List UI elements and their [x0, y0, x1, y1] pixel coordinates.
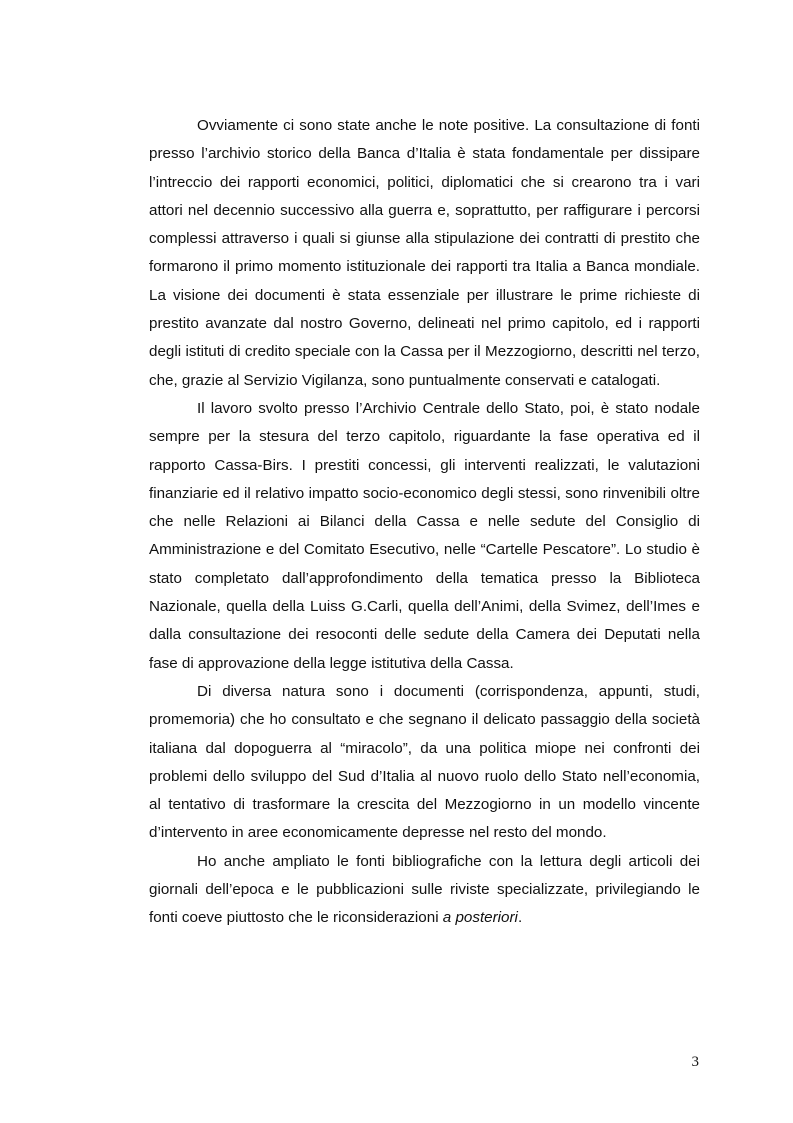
italic-emphasis: a posteriori: [442, 909, 518, 927]
paragraph-2: Il lavoro svolto presso l’Archivio Centrale dello Stato, poi, è stato nodale sempre per la stesura del terzo capitolo, riguardante la fase operativa ed il rapporto Cassa-Birs. I prestiti concessi, gli interventi realizzati, le valutazioni finanziarie ed il relativo impatto socio-economico degli stessi, sono rinvenibili oltre che nelle Relazioni ai Bilanci della Cassa e nelle sedute del Consiglio di Amministrazione e del Comitato Esecutivo, nelle “Cartelle Pescatore”. Lo studio è stato completato dall’approfondimento della tematica presso la Biblioteca Nazionale, quella della Luiss G.Carli, quella dell’Animi, della Svimez, dell’Imes e dalla consultazione dei resoconti delle sedute della Camera dei Deputati nella fase di approvazione della legge istitutiva della Cassa.: [149, 399, 700, 672]
paragraph-4: [149, 848, 700, 933]
paragraph-1: Ovviamente ci sono state anche le note positive. La consultazione di fonti presso l’archivio storico della Banca d’Italia è stata fondamentale per dissipare l’intreccio dei rapporti economici, politici, diplomatici che si crearono tra i vari attori nel decennio successivo alla guerra e, soprattutto, per raffigurare i percorsi complessi attraverso i quali si giunse alla stipulazione dei contratti di prestito che formarono il primo momento istituzionale dei rapporti tra Italia a Banca mondiale. La visione dei documenti è stata essenziale per illustrare le prime richieste di prestito avanzate dal nostro Governo, delineati nel primo capitolo, ed i rapporti degli istituti di credito speciale con la Cassa per il Mezzogiorno, descritti nel terzo, che, grazie al Servizio Vigilanza, sono puntualmente conservati e catalogati.: [149, 117, 700, 389]
body-text: [149, 112, 700, 933]
paragraph-4-end: .: [517, 909, 523, 927]
page-number: 3: [691, 1054, 699, 1070]
paragraph-3: Di diversa natura sono i documenti (corrispondenza, appunti, studi, promemoria) che ho consultato e che segnano il delicato passaggio della società italiana dal dopoguerra al “miracolo”, da una politica miope nei confronti dei problemi dello sviluppo del Sud d’Italia al nuovo ruolo dello Stato nell’economia, al tentativo di trasformare la crescita del Mezzogiorno in un modello vincente d’intervento in aree economicamente depresse nel resto del mondo.: [149, 682, 700, 842]
paragraph-4-text: Ho anche ampliato le fonti bibliografiche con la lettura degli articoli dei giornali dell’epoca e le pubblicazioni sulle riviste specializzate, privilegiando le fonti coeve piuttosto che le riconsiderazioni: [149, 852, 700, 927]
